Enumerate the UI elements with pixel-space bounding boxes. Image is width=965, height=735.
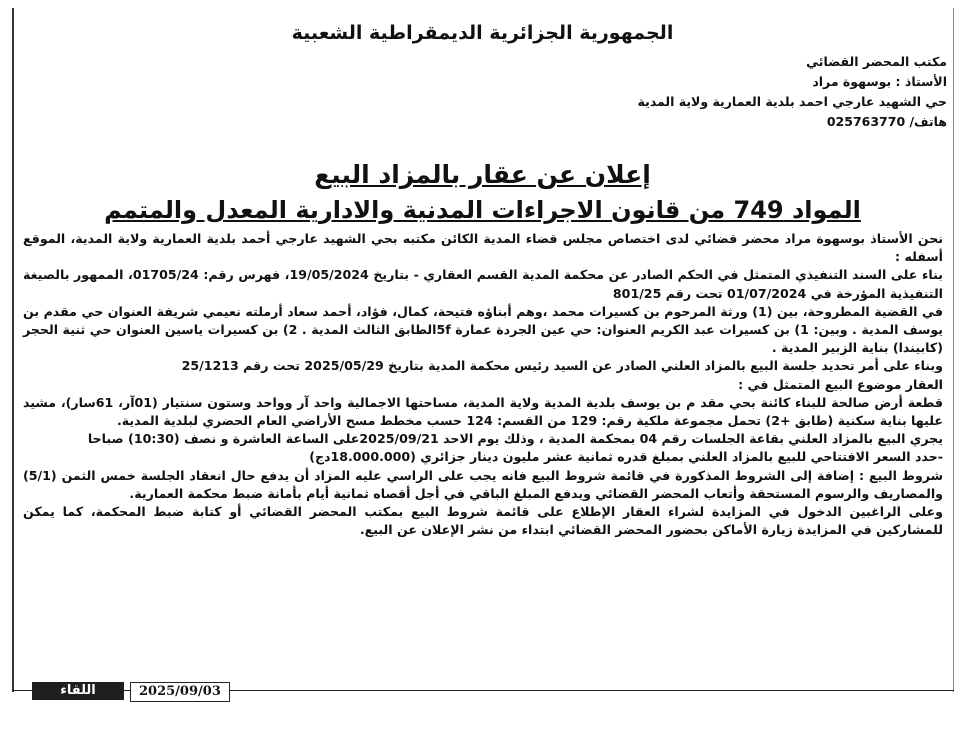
announcement-body — [23, 230, 943, 539]
property-description: قطعة أرض صالحة للبناء كائنة بحي مقد م بن يوسف بلدية المدية ولاية المدية، مساحتها الاجمالية واحد آر وواحد وستون سنتيار (01آر، 61سار)، مشيد عليها بناية سكنية (طابق +2) تحمل مجموعة ملكية رقم: 129 من القسم: 124 حسب مخطط مسح الأراضي العام الحضري لبلدية المدية. — [23, 394, 943, 429]
republic-heading: الجمهورية الجزائرية الديمقراطية الشعبية — [291, 22, 674, 44]
auction-session-paragraph: يجري البيع بالمزاد العلني بقاعة الجلسات رقم 04 بمحكمة المدية ، وذلك يوم الاحد 2025/09/21على الساعة العاشرة و نصف (10:30) صباحا — [87, 431, 943, 447]
opening-price-paragraph: -حدد السعر الافتتاحي للبيع بالمزاد العلني بمبلغ قدره ثمانية عشر مليون دينار جزائري (18.000.000دج) — [309, 449, 943, 465]
office-address: حي الشهيد عارجي احمد بلدية العمارية ولاية المدية — [637, 94, 947, 109]
bailiff-name: الأستاذ : بوسهوة مراد — [812, 74, 947, 89]
office-info — [638, 52, 947, 132]
announcement-title: إعلان عن عقار بالمزاد البيع — [314, 160, 651, 189]
footer-bar — [12, 680, 954, 702]
participation-paragraph: وعلى الراغبين الدخول في المزايدة لشراء العقار الإطلاع على قائمة شروط البيع بمكتب المحضر القضائي أو كتابة ضبط المحكمة، كما يمكن للمشاركين في المزايدة زيارة الأماكن بحضور المحضر القضائي ابتداء من نشر الإعلان عن البيع. — [23, 504, 943, 538]
sale-conditions-paragraph: شروط البيع : إضافة إلى الشروط المذكورة في قائمة شروط البيع فانه يجب على الراسي عليه المزاد أن يدفع حال انعقاد الجلسة خمس الثمن (5/1) والمصاريف والرسوم المستحقة وأتعاب المحضر القضائي ويدفع المبلغ الباقي في أجل أقصاه ثمانية أيام بأمانة ضبط محكمة العمارية. — [23, 467, 943, 501]
parties-paragraph: في القضية المطروحة، بين (1) ورثة المرحوم بن كسيرات محمد ،وهم أبناؤه فتيحة، كمال، فؤاد، أحمد سعاد أرملته نعيمي شريفة العنوان حي مقدم بن يوسف المدية . وبين: 1) بن كسيرات عبد الكريم العنوان: حي عين الجردة عمارة 5fالطابق الثالث المدية . 2) بن كسيرات ياسين العنوان حي ثنية الحجر (كابيندا) بناية الزبير المدية . — [23, 303, 944, 356]
enforcement-paragraph: بناء على السند التنفيذي المتمثل في الحكم الصادر عن محكمة المدية القسم العقاري - بتاريخ 19/05/2024، فهرس رقم: 01705/24، الممهور بالصيغة التنفيذية المؤرخة في 01/07/2024 تحت رقم 801/25 — [23, 267, 943, 301]
order-paragraph: وبناء على أمر تحديد جلسة البيع بالمزاد العلني الصادر عن السيد رئيس محكمة المدية بتاريخ 2025/05/29 تحت رقم 25/1213 — [181, 358, 943, 374]
legal-article-title: المواد 749 من قانون الاجراءات المدنية والادارية المعدل والمتمم — [104, 196, 861, 224]
office-name: مكتب المحضر القضائي — [806, 54, 947, 69]
intro-paragraph: نحن الأستاذ بوسهوة مراد محضر قضائي لدى اختصاص مجلس قضاء المدية الكائن مكتبه بحي الشهيد عارجي أحمد بلدية العمارية ولاية المدية، الموقع أسفله : — [23, 231, 943, 265]
newspaper-badge: اللقاء — [32, 682, 124, 700]
property-heading: العقار موضوع البيع المتمثل في : — [738, 376, 943, 392]
publication-date: 2025/09/03 — [130, 682, 230, 702]
office-phone: هاتف/ 025763770 — [826, 114, 947, 129]
